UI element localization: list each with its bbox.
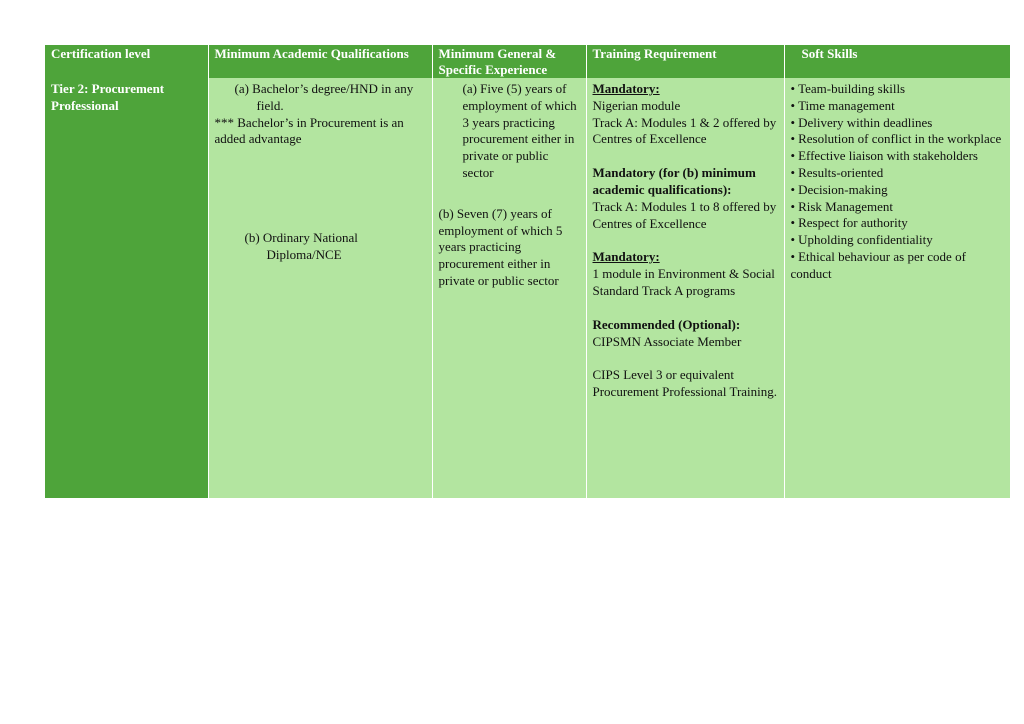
list-item: • Resolution of conflict in the workplace xyxy=(791,131,1006,148)
experience-option-b: (b) Seven (7) years of employment of which 5 years practicing procurement either in private or public sector xyxy=(438,205,563,288)
training-heading-mandatory-b: Mandatory (for (b) minimum academic qualifications): xyxy=(592,165,756,197)
experience-cell xyxy=(432,78,586,498)
soft-skills-cell xyxy=(784,78,1010,498)
certification-level-cell xyxy=(45,78,208,498)
header-row xyxy=(45,45,1010,78)
certification-table xyxy=(45,45,1010,498)
list-item: • Results-oriented xyxy=(791,165,1006,182)
training-heading-recommended: Recommended (Optional): xyxy=(592,316,741,332)
academic-note: *** Bachelor’s in Procurement is an added advantage xyxy=(214,114,404,147)
soft-skills-list xyxy=(791,81,1006,283)
academic-cell xyxy=(208,78,432,498)
training-cipsmn: CIPSMN Associate Member xyxy=(592,333,742,349)
training-nigerian-module: Nigerian module xyxy=(592,97,681,113)
header-soft-skills: Soft Skills xyxy=(784,45,1010,78)
header-certification-level: Certification level xyxy=(45,45,208,78)
list-item: • Risk Management xyxy=(791,199,1006,216)
training-heading-mandatory: Mandatory: xyxy=(592,81,660,96)
list-item: • Decision-making xyxy=(791,182,1006,199)
experience-option-a: (a) Five (5) years of employment of which 3 years practicing procurement either in private or public sector xyxy=(462,81,577,180)
header-training-requirement: Training Requirement xyxy=(586,45,784,78)
training-heading-mandatory-2: Mandatory: xyxy=(592,249,660,265)
list-item: • Respect for authority xyxy=(791,215,1006,232)
header-academic-qualifications: Minimum Academic Qualifications xyxy=(208,45,432,78)
training-cell xyxy=(586,78,784,498)
list-item: • Effective liaison with stakeholders xyxy=(791,148,1006,165)
training-track-a-modules-1-8: Track A: Modules 1 to 8 offered by Centres of Excellence xyxy=(592,198,777,231)
training-track-a-modules-1-2: Track A: Modules 1 & 2 offered by Centres of Excellence xyxy=(592,114,777,147)
training-cips-level-3: CIPS Level 3 or equivalent Procurement Professional Training. xyxy=(592,367,778,400)
academic-option-a: (a) Bachelor’s degree/HND in any field. xyxy=(234,81,414,113)
list-item: • Team-building skills xyxy=(791,81,1006,98)
certification-level: Tier 2: Procurement Professional xyxy=(51,81,165,113)
training-environment-module: 1 module in Environment & Social Standard Track A programs xyxy=(592,266,775,298)
academic-option-b: (b) Ordinary National Diploma/NCE xyxy=(244,230,358,262)
table-row xyxy=(45,78,1010,498)
list-item: • Time management xyxy=(791,98,1006,115)
header-experience: Minimum General & Specific Experience xyxy=(432,45,586,78)
list-item: • Delivery within deadlines xyxy=(791,115,1006,132)
list-item: • Ethical behaviour as per code of conduct xyxy=(791,249,1006,283)
list-item: • Upholding confidentiality xyxy=(791,232,1006,249)
